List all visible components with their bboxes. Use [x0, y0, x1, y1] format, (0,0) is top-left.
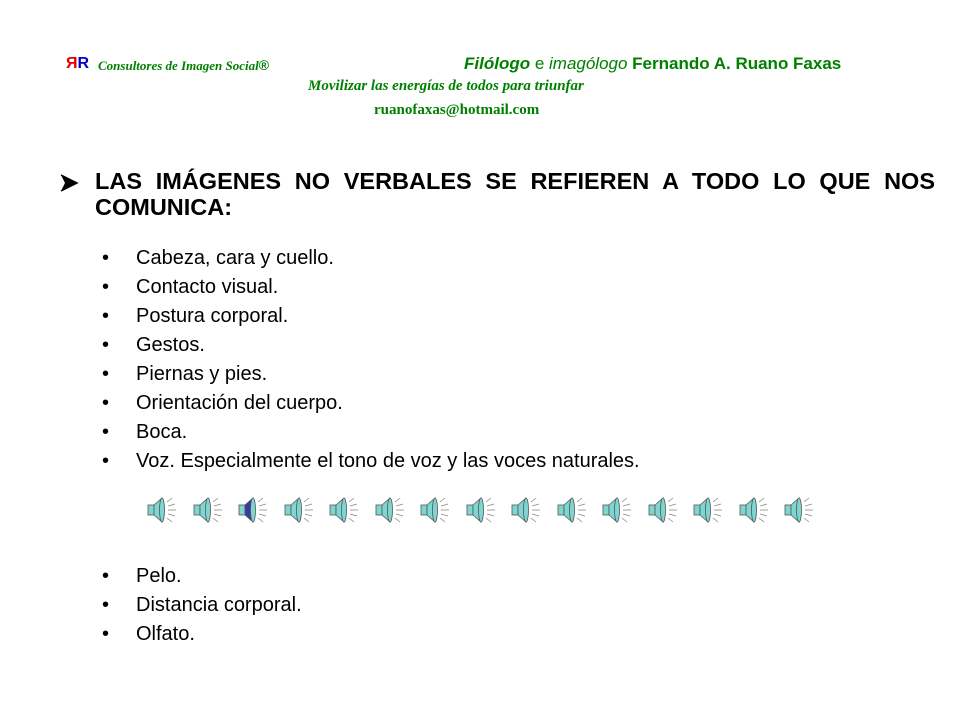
list-item-text: Pelo.	[136, 565, 182, 587]
list-item	[102, 360, 640, 389]
speaker-icon[interactable]	[555, 493, 589, 527]
bullet-marker: •	[102, 565, 110, 587]
speaker-icon[interactable]	[145, 493, 179, 527]
list-item	[102, 620, 302, 649]
bullet-marker: •	[102, 305, 110, 327]
bullet-marker: •	[102, 594, 110, 616]
speaker-icon[interactable]	[418, 493, 452, 527]
bullet-marker: •	[102, 623, 110, 645]
author-name: Fernando A. Ruano Faxas	[627, 54, 842, 73]
speaker-icon[interactable]	[600, 493, 634, 527]
author-title	[464, 54, 841, 74]
slide-heading: LAS IMÁGENES NO VERBALES SE REFIEREN A TODO LO QUE NOS COMUNICA:	[95, 168, 935, 220]
bullet-marker: •	[102, 421, 110, 443]
slide-header	[0, 52, 960, 78]
list-item-text: Distancia corporal.	[136, 594, 302, 616]
list-item-text: Cabeza, cara y cuello.	[136, 247, 334, 269]
list-item	[102, 591, 302, 620]
speaker-icon[interactable]	[282, 493, 316, 527]
registered-mark: ®	[258, 57, 270, 73]
speaker-icon[interactable]	[327, 493, 361, 527]
list-item-text: Postura corporal.	[136, 305, 289, 327]
list-item	[102, 302, 640, 331]
bullet-marker: •	[102, 450, 110, 472]
list-item	[102, 562, 302, 591]
list-item	[102, 273, 640, 302]
list-item-text: Contacto visual.	[136, 276, 279, 298]
bullet-marker: •	[102, 276, 110, 298]
speaker-icon[interactable]	[737, 493, 771, 527]
author-conjunction: e	[530, 54, 549, 73]
bullet-marker: •	[102, 363, 110, 385]
bullet-list-secondary	[102, 562, 302, 649]
speaker-icon[interactable]	[782, 493, 816, 527]
speaker-icon[interactable]	[236, 493, 270, 527]
list-item-text: Orientación del cuerpo.	[136, 392, 343, 414]
author-role-2: imagólogo	[549, 54, 628, 73]
slogan: Movilizar las energías de todos para triunfar	[308, 78, 584, 94]
logo-letter-r1: Я	[66, 55, 78, 72]
bullet-marker: •	[102, 392, 110, 414]
list-item	[102, 447, 640, 476]
company-name	[98, 57, 269, 74]
list-item-text: Boca.	[136, 421, 188, 443]
arrow-bullet-icon	[58, 172, 80, 194]
list-item-text: Olfato.	[136, 623, 195, 645]
speaker-icon[interactable]	[191, 493, 225, 527]
logo-letter-r2: R	[77, 55, 90, 72]
list-item-text: Gestos.	[136, 334, 205, 356]
bullet-list-primary	[102, 244, 640, 476]
bullet-marker: •	[102, 247, 110, 269]
list-item	[102, 331, 640, 360]
speaker-icon[interactable]	[464, 493, 498, 527]
speaker-icon[interactable]	[509, 493, 543, 527]
company-name-text: Consultores de Imagen Social	[98, 58, 259, 73]
contact-email: ruanofaxas@hotmail.com	[374, 102, 540, 118]
speaker-icon[interactable]	[691, 493, 725, 527]
list-item	[102, 418, 640, 447]
list-item	[102, 389, 640, 418]
speaker-icon[interactable]	[646, 493, 680, 527]
list-item-text: Voz. Especialmente el tono de voz y las voces naturales.	[136, 450, 640, 472]
list-item	[102, 244, 640, 273]
speaker-icon[interactable]	[373, 493, 407, 527]
speaker-icon-row	[145, 493, 845, 529]
list-item-text: Piernas y pies.	[136, 363, 268, 385]
bullet-marker: •	[102, 334, 110, 356]
company-logo	[66, 55, 89, 73]
author-role-1: Filólogo	[464, 54, 531, 73]
